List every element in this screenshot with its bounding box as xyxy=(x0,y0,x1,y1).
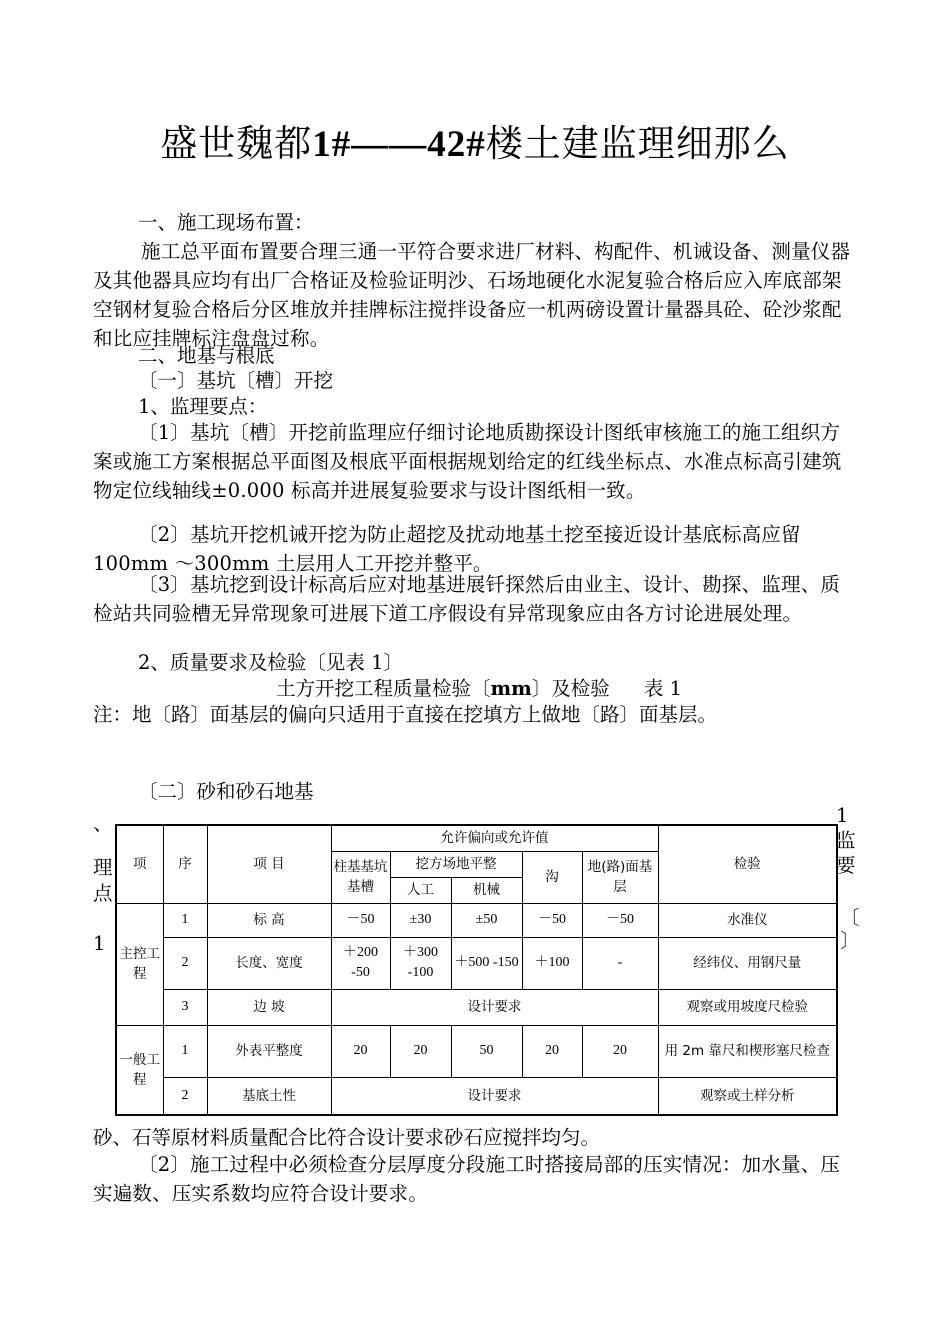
header-site: 挖方场地平整 xyxy=(390,851,522,877)
side-char: 1 xyxy=(93,932,106,955)
paragraph-layering: 〔2〕施工过程中必须检查分层厚度分段施工时搭接局部的压实情况：加水量、压实遍数、压实系数均应符合设计要求。 xyxy=(93,1153,841,1205)
side-char: 理 xyxy=(93,856,113,879)
cell-ditch: －50 xyxy=(522,903,582,937)
list-heading-supervision: 1、监理要点： xyxy=(138,395,268,418)
list-heading-quality: 2、质量要求及检验〔见表 1〕 xyxy=(138,651,404,674)
cell-road: －50 xyxy=(582,903,658,937)
subsection-heading-sand: 〔二〕砂和砂石地基 xyxy=(138,780,314,803)
table-caption: 土方开挖工程质量检验〔mm〕及检验 表 1 xyxy=(276,677,682,700)
cell-seq: 1 xyxy=(163,1025,207,1077)
cell-merged: 设计要求 xyxy=(331,1077,658,1115)
paragraph-sand-materials: 砂、石等原材料质量配合比符合设计要求砂石应搅拌均匀。 xyxy=(93,1126,601,1149)
cell-seq: 2 xyxy=(163,1077,207,1115)
cell-method: 水准仪 xyxy=(658,903,837,937)
section-heading-1: 一、施工现场布置： xyxy=(138,211,314,234)
cell-machine: ＋500 -150 xyxy=(451,937,522,989)
paragraph-point-3: 〔3〕基坑挖到设计标高后应对地基进展钎探然后由业主、设计、勘探、监理、质检站共同验槽无异常现象可进展下道工序假设有异常现象应由各方讨论进展处理。 xyxy=(93,573,841,625)
table-row xyxy=(116,1077,837,1115)
header-item: 项 xyxy=(116,825,163,903)
cell-road: - xyxy=(582,937,658,989)
table-row xyxy=(116,1025,837,1077)
table-row xyxy=(116,937,837,989)
cell-method: 观察或土样分析 xyxy=(658,1077,837,1115)
cell-pit: 20 xyxy=(331,1025,390,1077)
cell-road: 20 xyxy=(582,1025,658,1077)
cell-merged: 设计要求 xyxy=(331,989,658,1025)
cell-name: 长度、宽度 xyxy=(207,937,331,989)
table-note: 注：地〔路〕面基层的偏向只适用于直接在挖填方上做地〔路〕面基层。 xyxy=(93,703,718,726)
header-pit: 柱基基坑基槽 xyxy=(331,851,390,903)
header-name: 项 目 xyxy=(207,825,331,903)
paragraph-point-2: 〔2〕基坑开挖机诫开挖为防止超挖及扰动地基土挖至接近设计基底标高应留 100mm ～300mm 土层用人工开挖并整平。 xyxy=(93,523,801,575)
cell-name: 边 坡 xyxy=(207,989,331,1025)
cell-name: 外表平整度 xyxy=(207,1025,331,1077)
cell-machine: 50 xyxy=(451,1025,522,1077)
cell-name: 标 高 xyxy=(207,903,331,937)
paragraph-site-layout: 施工总平面布置要合理三通一平符合要求进厂材料、构配件、机诫设备、测量仪器及其他器具应均有出厂合格证及检验证明沙、石场地硬化水泥复验合格后应入库底部架空钢材复验合格后分区堆放并挂牌标注搅拌设备应一机两磅设置计量器具砼、砼沙浆配和比应挂牌标注盘盘过称。 xyxy=(93,240,851,350)
header-machine: 机械 xyxy=(451,877,522,903)
quality-table xyxy=(115,824,838,1116)
cell-manual: 20 xyxy=(390,1025,451,1077)
cell-seq: 2 xyxy=(163,937,207,989)
document-title: 盛世魏都1#——42#楼土建监理细那么 xyxy=(160,122,790,165)
table-row xyxy=(116,903,837,937)
header-allowed: 允许偏向或允许值 xyxy=(331,825,658,851)
cell-seq: 1 xyxy=(163,903,207,937)
paragraph-point-1: 〔1〕基坑〔槽〕开挖前监理应仔细讨论地质勘探设计图纸审核施工的施工组织方案或施工方案根据总平面图及根底平面根据规划给定的红线坐标点、水准点标高引建筑物定位线轴线±0.000 标高并进展复验要求与设计图纸相一致。 xyxy=(93,421,842,502)
subsection-heading-excavation: 〔一〕基坑〔槽〕开挖 xyxy=(138,369,334,392)
side-char: 监 xyxy=(836,829,856,852)
section-heading-2: 二、地基与根底 xyxy=(138,344,275,367)
cell-method: 观察或用坡度尺检验 xyxy=(658,989,837,1025)
cell-manual: ＋300 -100 xyxy=(390,937,451,989)
cell-method: 经纬仪、用钢尺量 xyxy=(658,937,837,989)
table-row xyxy=(116,989,837,1025)
side-char: 点 xyxy=(93,882,113,905)
header-seq: 序 xyxy=(163,825,207,903)
cell-pit: ＋200 -50 xyxy=(331,937,390,989)
cell-name: 基底土性 xyxy=(207,1077,331,1115)
cell-machine: ±50 xyxy=(451,903,522,937)
side-char: 要 xyxy=(836,854,856,877)
cell-pit: －50 xyxy=(331,903,390,937)
cell-seq: 3 xyxy=(163,989,207,1025)
header-manual: 人工 xyxy=(390,877,451,903)
header-ditch: 沟 xyxy=(522,851,582,903)
side-char: 、 xyxy=(93,812,113,835)
group-label: 一般工程 xyxy=(116,1025,163,1115)
cell-manual: ±30 xyxy=(390,903,451,937)
header-road: 地(路)面基层 xyxy=(582,851,658,903)
cell-ditch: ＋100 xyxy=(522,937,582,989)
header-method: 检验 xyxy=(658,825,837,903)
cell-method: 用 2m 靠尺和楔形塞尺检查 xyxy=(658,1025,837,1077)
side-char: 〔 xyxy=(840,906,860,929)
cell-ditch: 20 xyxy=(522,1025,582,1077)
side-char: 〕 xyxy=(840,929,860,952)
group-label: 主控工程 xyxy=(116,903,163,1025)
side-char: 1 xyxy=(836,804,849,827)
